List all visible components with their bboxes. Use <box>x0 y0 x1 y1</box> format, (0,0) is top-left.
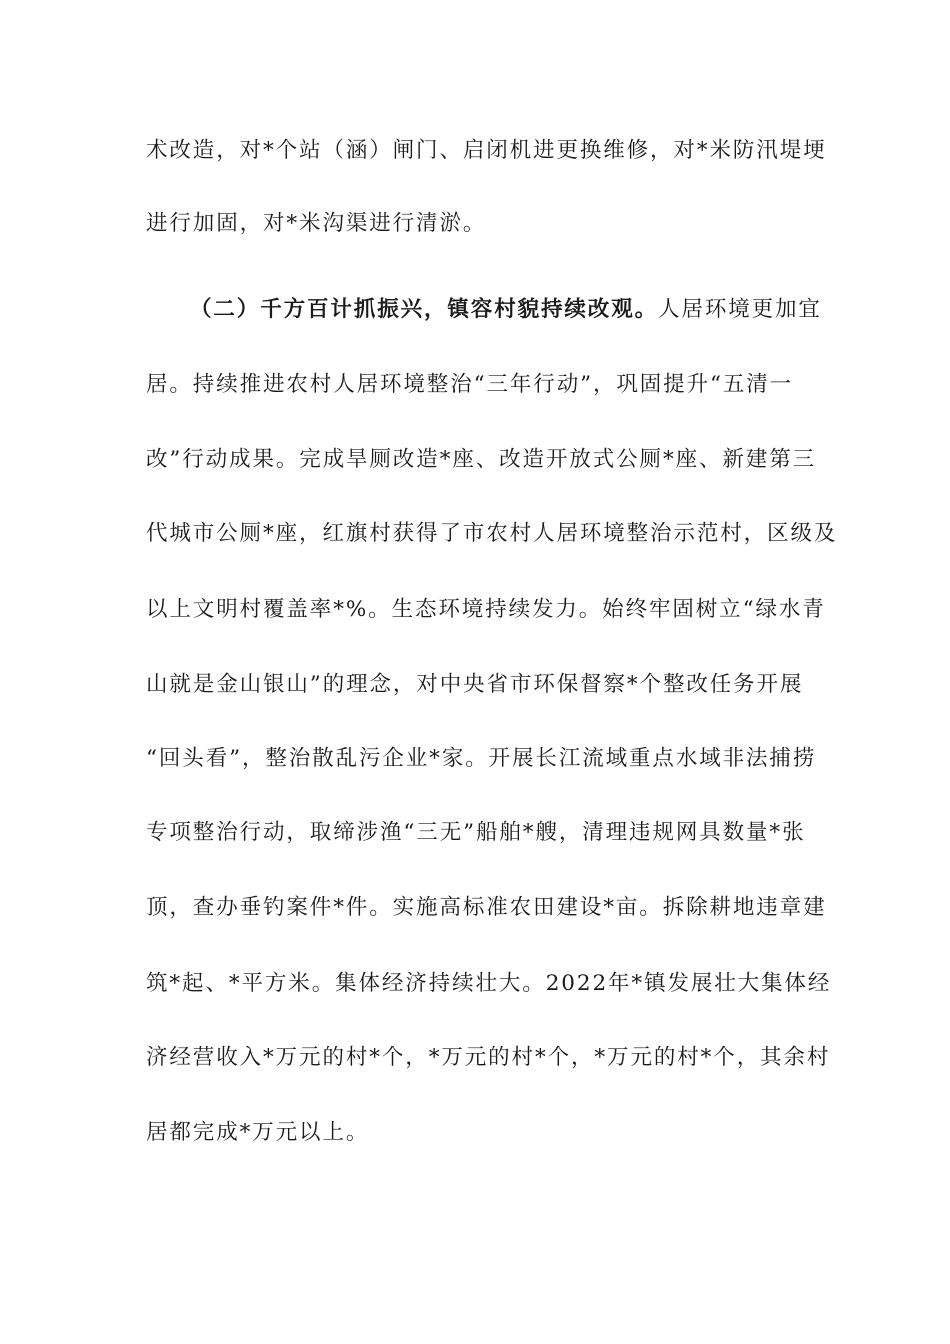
paragraph-line: 代城市公厕*座，红旗村获得了市农村人居环境整治示范村，区级及 <box>146 521 838 546</box>
paragraph-line: 居都完成*万元以上。 <box>146 1120 370 1145</box>
paragraph-line: “回头看”，整治散乱污企业*家。开展长江流域重点水域非法捕捞 <box>146 746 817 771</box>
paragraph-line: 山就是金山银山”的理念，对中央省市环保督察*个整改任务开展 <box>146 672 804 697</box>
paragraph-line: 改”行动成果。完成旱厕改造*座、改造开放式公厕*座、新建第三 <box>146 447 816 472</box>
paragraph-line: 以上文明村覆盖率*%。生态环境持续发力。始终牢固树立“绿水青 <box>146 597 826 622</box>
paragraph-line: 顶，查办垂钓案件*件。实施高标准农田建设*亩。拆除耕地违章建 <box>146 895 827 920</box>
paragraph-line: 济经营收入*万元的村*个，*万元的村*个，*万元的村*个，其余村 <box>146 1045 831 1070</box>
section-heading: （二）千方百计抓振兴，镇容村貌持续改观。 <box>190 297 659 322</box>
paragraph-line: 专项整治行动，取缔涉渔“三无”船舶*艘，清理违规网具数量*张 <box>146 820 806 845</box>
section-heading-line <box>190 295 822 325</box>
paragraph-line: 进行加固，对*米沟渠进行清淤。 <box>146 211 487 236</box>
paragraph-line: 筑*起、*平方米。集体经济持续壮大。2022年*镇发展壮大集体经 <box>146 971 832 996</box>
paragraph-text: 人居环境更加宜 <box>658 297 822 322</box>
paragraph-line: 术改造，对*个站（涵）闸门、启闭机进更换维修，对*米防汛堤埂 <box>146 138 827 163</box>
paragraph-line: 居。持续推进农村人居环境整治“三年行动”，巩固提升“五清一 <box>146 372 794 397</box>
